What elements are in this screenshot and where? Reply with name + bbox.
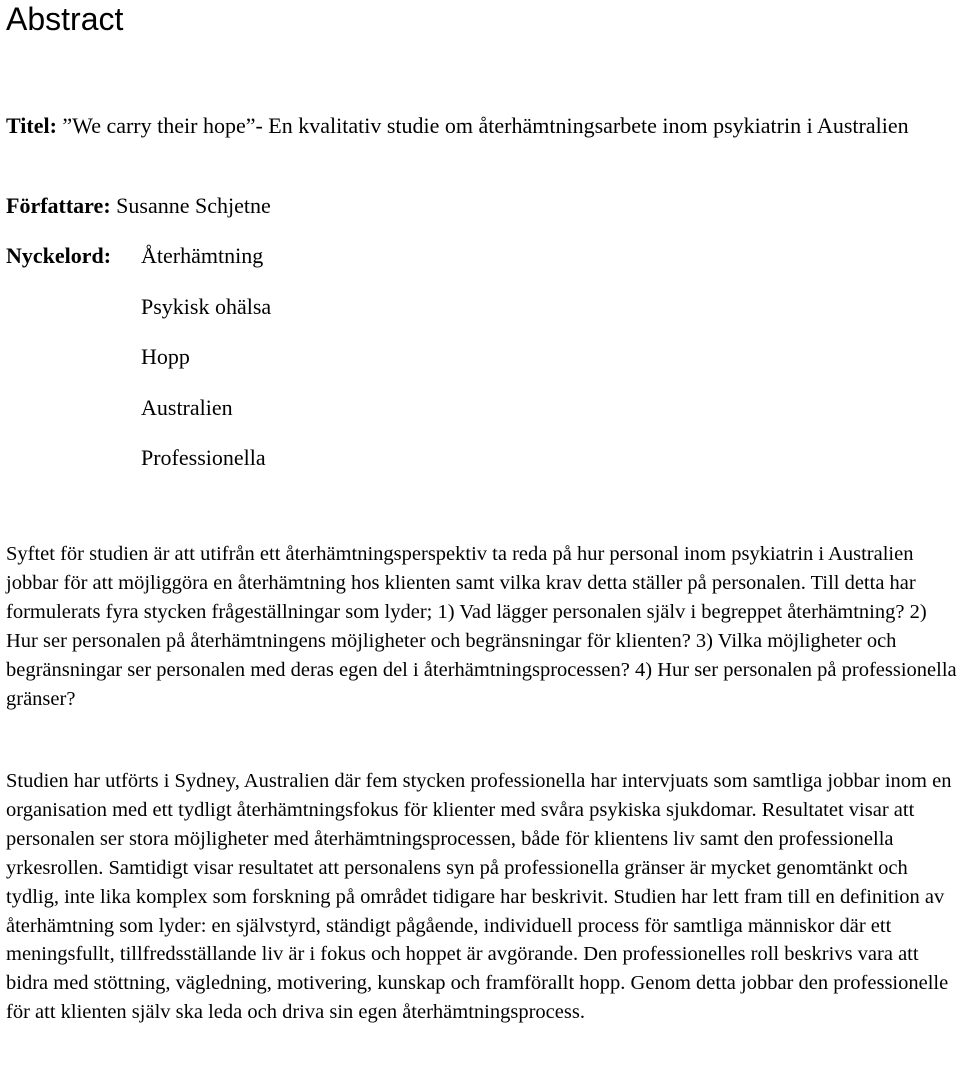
keyword-item: Australien [141, 394, 233, 420]
results-paragraph: Studien har utförts i Sydney, Australien där fem stycken professionella har intervjuats som samtliga jobbar inom en organisation med ett tydligt återhämtningsfokus för klienter med svåra psykiska sjukdomar. Resultatet visar att personalen ser stora möjligheter med återhämtningsprocessen, både för klientens liv samt den professionella yrkesrollen. Samtidigt visar resultatet att personalens syn på professionella gränser är mycket genomtänkt och tydlig, inte lika komplex som forskning på området tidigare har beskrivit. Studien har lett fram till en definition av återhämtning som lyder: en självstyrd, ständigt pågående, individuell process för samtliga människor där ett meningsfullt, tillfredsställande liv är i fokus och hoppet är avgörande. Den professionelles roll beskrivs vara att bidra med stöttning, vägledning, motivering, kunskap och framförallt hopp. Genom detta jobbar den professionelle för att klienten själv ska leda och driva sin egen återhämtningsprocess. [6, 770, 952, 1024]
title-label: Titel: [6, 113, 57, 138]
keyword-item: Professionella [141, 445, 266, 470]
keywords-label: Nyckelord: [6, 243, 112, 268]
keyword-item: Återhämtning [141, 243, 264, 268]
author-label: Författare: [6, 193, 111, 218]
author-line [6, 190, 956, 221]
keyword-item: Hopp [141, 344, 190, 369]
abstract-heading: Abstract [6, 1, 124, 37]
aim-paragraph: Syftet för studien är att utifrån ett återhämtningsperspektiv ta reda på hur personal inom psykiatrin i Australien jobbar för att möjliggöra en återhämtning hos klienten samt vilka krav detta ställer på personalen. Till detta har formulerats fyra stycken frågeställningar som lyder; 1) Vad lägger personalen själv i begreppet återhämtning? 2) Hur ser personalen på återhämtningens möjligheter och begränsningar för klienten? 3) Vilka möjligheter och begränsningar ser personalen med deras egen del i återhämtningsprocessen? 4) Hur ser personalen på professionella gränser? [6, 543, 957, 710]
title-line [6, 110, 956, 141]
author-text: Susanne Schjetne [110, 193, 271, 218]
keyword-item: Psykisk ohälsa [141, 293, 272, 319]
title-text: ”We carry their hope”- En kvalitativ studie om återhämtningsarbete inom psykiatrin i Australien [56, 113, 909, 138]
keywords-list [141, 240, 271, 493]
